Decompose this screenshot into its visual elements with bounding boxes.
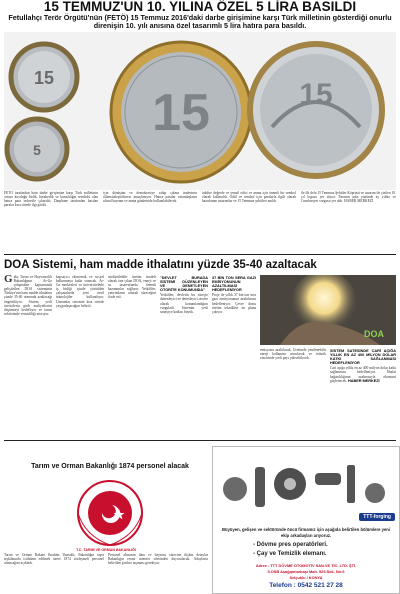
ad-logo: TTT-forging bbox=[359, 513, 395, 521]
coin-illustration bbox=[4, 32, 396, 190]
job-advertisement bbox=[212, 446, 400, 594]
svg-text:DOA: DOA bbox=[364, 329, 384, 339]
doa-subhead-3: SİSTEM SATESİNDE CARİ AÇIĞA YILLIK EN AZ 400 MİLYON DOLAR KATKI SAĞLANMASI HEDEFLENİYOR bbox=[330, 349, 396, 366]
ad-phone: Telefon : 0542 521 27 28 bbox=[269, 582, 343, 589]
section-divider-2 bbox=[4, 440, 396, 441]
ad-city: Selçuklu / KONYA bbox=[289, 575, 323, 580]
ministry-headline: Tarım ve Orman Bakanlığı 1874 personel alacak bbox=[31, 463, 189, 470]
main-subhead: Fetullahçı Terör Örgütü'nün (FETÖ) 15 Temmuz 2016'daki darbe girişimine karşı Türk milletinin gösterdiği onurlu direnişin 10. yılı anısına özel tasarımlı 5 lira hatıra para basıldı. bbox=[8, 13, 392, 30]
ad-product-illustration bbox=[215, 449, 397, 515]
doa-col-5 bbox=[212, 275, 256, 435]
ad-company: Adres : TTT DÖVME OTOMOTİV SAN.VE TİC. LTD. ŞTİ. bbox=[255, 563, 357, 568]
ad-bullet-1: - bbox=[253, 542, 257, 548]
doa-photo bbox=[260, 275, 396, 345]
doa-byline: HABER MERKEZİ bbox=[347, 378, 380, 383]
svg-text:15: 15 bbox=[152, 84, 210, 142]
doa-subhead-1: "DEVLET BURADA SİSTEMİ DÜZENLEYEN VE DENETLEYEN OTORİTE KONUMUNDA" bbox=[160, 276, 208, 293]
article1-col-4: ile ilk defa 15 Temmuz Şehitler Köprüsü ve tasarım ile çizilen 10. yıl logosu yer alıyor. Paranın arka yüzünde ay yıldız ve Cumhuriyet vurgusu yer aldı. HABER MERKEZİ bbox=[301, 191, 396, 204]
article1-col-2: için dönüşüm ve demokrasiye sahip çıkma iradesinin ölümsüzleştirilmesi amaçlanıyor. Hatıra paralar vatandaşların ulusal bayram ve anma günlerinde kullanılabilecek. bbox=[103, 191, 197, 204]
ministry-emblem-illustration bbox=[55, 478, 165, 548]
svg-text:15: 15 bbox=[33, 68, 55, 88]
doa-col-3: sürdürülebilir üretim modeli olarak öne çıkan DOA, enerji ve su tasarrufunda önemli kazanımlar sağlıyor. Yetkililer, yatırımların artarak süreceğini ifade etti. bbox=[108, 275, 156, 300]
ad-address: 5.OSB Aşağıpınarbaşı Mah. 529.Sok. No:6 bbox=[267, 569, 345, 574]
svg-text:5: 5 bbox=[33, 142, 41, 158]
doa-col-7 bbox=[330, 348, 396, 435]
coin-left bbox=[11, 44, 77, 110]
coin-right bbox=[250, 44, 382, 176]
doa-subhead-2: 37 BİN TON SERA GAZI EMİSYONUNUN AZALTILMASI HEDEFLENİYOR bbox=[212, 276, 256, 293]
ministry-emblem bbox=[55, 478, 165, 548]
doa-dropcap: G bbox=[4, 275, 13, 285]
article1-col-1: FETÖ tarafından hain darbe girişimine karşı Türk milletinin ortaya koyduğu birlik, beraberlik ve kararlılığın sembolü olan hatıra para tedavüle çıkarıldı. Darphane tarafından basılan paralar kısa sürede ilgi gördü. bbox=[4, 191, 98, 208]
ad-position-1-text: Dövme pres operatörleri. bbox=[256, 542, 328, 548]
doa-col-4 bbox=[160, 275, 208, 435]
coin-left-lower bbox=[7, 119, 67, 179]
ad-position-1 bbox=[253, 542, 328, 548]
ad-tagline: Büyüyen, gelişen ve sektöründe öncü firmamız için aşağıda belirtilen bölümlere yeni ekip arkadaşları arıyoruz. bbox=[221, 527, 390, 538]
doa-col-7-text: Cari açığa yıllık en az 400 milyon dolar katkı sağlanması hedefleniyor. İthalat bağımlılığının azalmasıyla ekonomi güçlenecek. bbox=[330, 366, 396, 383]
doa-col-5-text: Proje ile yıllık 37 bin ton sera gazı emisyonunun azaltılması hedefleniyor. Çevre dostu üretim teknikleri ön plana çıkıyor. bbox=[212, 293, 256, 314]
doa-orb-illustration bbox=[260, 275, 396, 345]
main-headline: 15 TEMMUZ'UN 10. YILINA ÖZEL 5 LİRA BASILDI bbox=[43, 0, 357, 14]
coin-center bbox=[111, 42, 251, 182]
ministry-emblem-caption: T.C. TARIM VE ORMAN BAKANLIĞI bbox=[76, 548, 136, 552]
doa-col-1 bbox=[4, 275, 52, 435]
coin-photo bbox=[4, 32, 396, 190]
ad-position-2 bbox=[253, 551, 327, 557]
doa-col-2: kapsayıcı ekonomik ve sosyal kalkınmaya katkı sunacak. Ar-Ge merkezleri ve üniversitelerle iş birliği içinde yürütülen çalışmalarda yeni nesil teknolojiler kullanılıyor. Uzmanlar sistemin kısa sürede yaygınlaşacağını belirtti. bbox=[56, 275, 104, 308]
doa-col-1-text: ıda, Tarım ve Hayvancılık Bakanlığının Ar-Ge çalışmaları kapsamında geliştirilen DOA sisteminin Türkiye'nin ham madde ithalatını yüzde 35-40 oranında azaltacağı öngörülüyor. Sistem, yerli üreticilerin girdi maliyetlerini düşürmeyi hedefliyor ve tarım sektöründe verimliliği artırıyor. bbox=[4, 275, 52, 316]
section-divider bbox=[4, 254, 396, 255]
ad-bullet-2: - bbox=[253, 551, 257, 557]
article1-col-3: takdire değerde ve temsil edici ve anma için önemli bir sembol olarak kullanıldı. Ödül ve sembol için paralarla ilgili olarak hazırlanan tasarımlar ve 15 Temmuz şehitleri anıldı. bbox=[202, 191, 296, 204]
doa-headline: DOA Sistemi, ham madde ithalatını yüzde 35-40 azaltacak bbox=[4, 259, 317, 271]
ad-position-2-text: Çay ve Temizlik elemanı. bbox=[256, 551, 327, 557]
doa-col-6: emisyonu azaltılacak. Üretimde yenilenebilir enerji kullanımı artırılacak ve tedarik zincirinde yerli payı yükseltilecek. bbox=[260, 348, 326, 361]
svg-text:15: 15 bbox=[299, 78, 333, 111]
doa-col-4-text: Yetkililer, devletin bu süreçte düzenleyici ve denetleyici otorite olarak konumlandığını vurguladı. Sistemin yerli sanayiye katkısı büyük. bbox=[160, 293, 208, 314]
ministry-col-2: Personel alımının ilanı ve başvuru sürecine ilişkin detaylar Bakanlığın resmi internet sitesinden duyurulacak. Adayların belirtilen şartları taşıması gerekiyor. bbox=[108, 553, 208, 566]
ministry-col-1: Tarım ve Orman Bakanı İbrahim Yumaklı, Bakanlığın taşra teşkilatında istihdam edilmek üzere 1874 sözleşmeli personel alınacağını açıkladı. bbox=[4, 553, 104, 566]
